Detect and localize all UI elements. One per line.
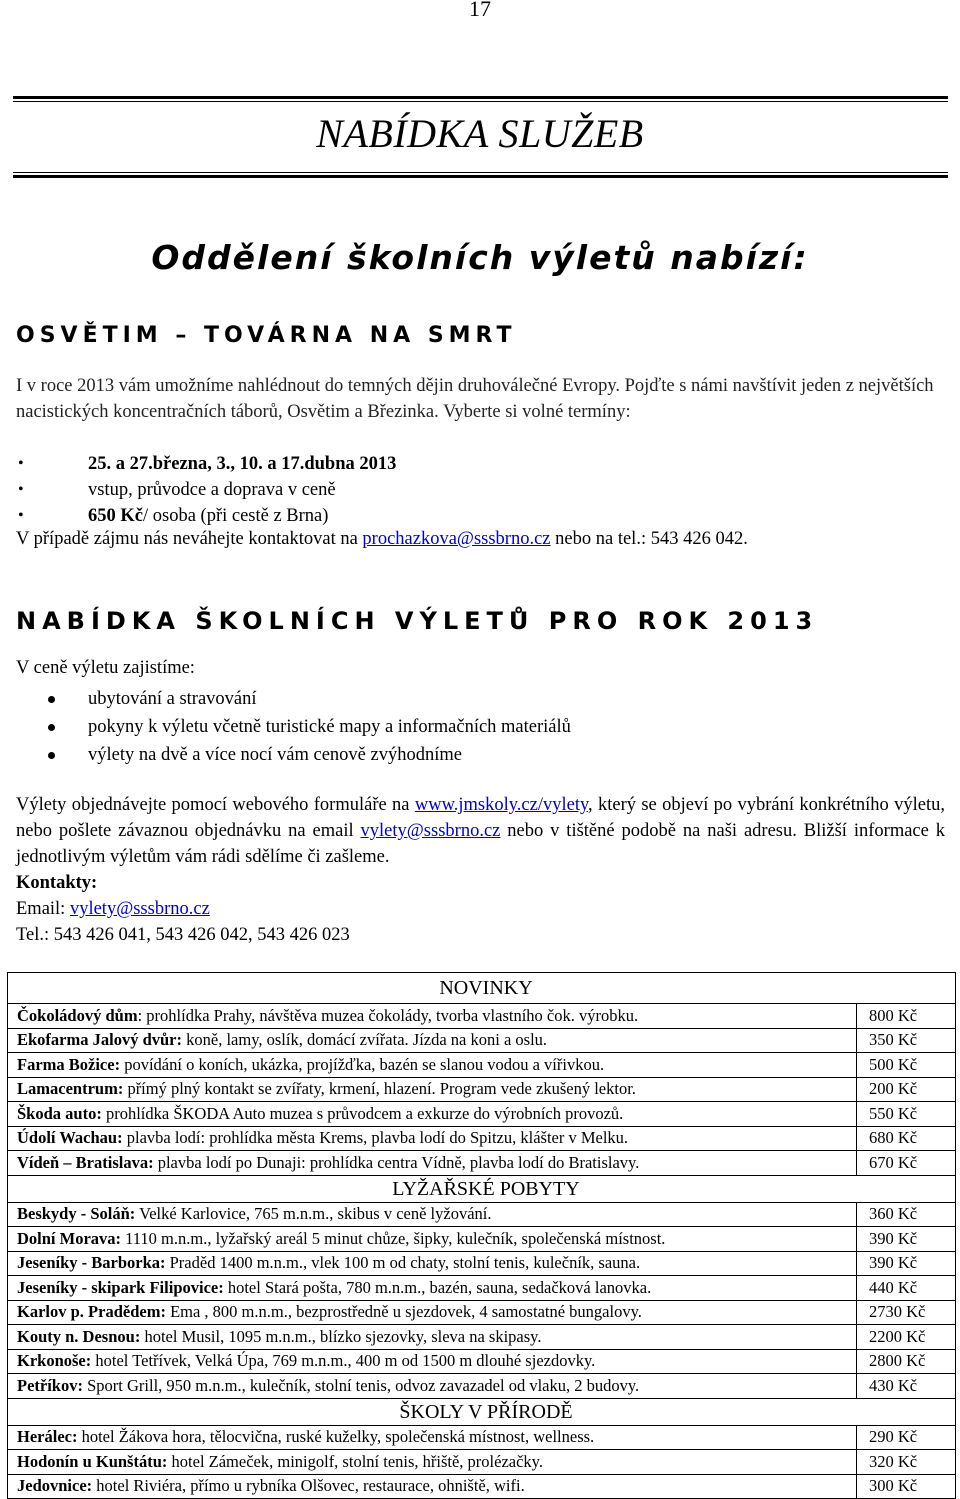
order-text: Výlety objednávejte pomocí webového formuláře na xyxy=(16,795,415,815)
offer-description: hotel Riviéra, přímo u rybníka Olšovec, restaurace, ohniště, wifi. xyxy=(92,1476,525,1496)
offer-description: přímý plný kontakt se zvířaty, krmení, hlazení. Program vede zkušený lektor. xyxy=(123,1079,636,1099)
offer-description-cell xyxy=(8,1349,857,1374)
offer-description-cell xyxy=(8,1374,857,1399)
table-row xyxy=(8,1004,956,1029)
offer-price: 290 Kč xyxy=(857,1425,956,1450)
offer-description-cell xyxy=(8,1474,857,1499)
order-paragraph xyxy=(16,792,945,870)
offer-description: Sport Grill, 950 m.n.m., kulečník, stolní tenis, odvoz zavazadel od vlaku, 2 budovy. xyxy=(82,1375,640,1395)
title-rule-bottom xyxy=(13,175,948,178)
offer-name: Ekofarma Jalový dvůr: xyxy=(17,1030,182,1050)
offer-price: 550 Kč xyxy=(857,1102,956,1127)
offer-name: Hodonín u Kunštátu: xyxy=(17,1451,168,1471)
offer-price: 440 Kč xyxy=(857,1276,956,1301)
table-section-title: NOVINKY xyxy=(8,973,956,1004)
table-row xyxy=(8,1300,956,1325)
offer-name: Údolí Wachau: xyxy=(17,1128,123,1148)
offer-description-cell xyxy=(8,1450,857,1475)
offer-price: 390 Kč xyxy=(857,1251,956,1276)
table-row xyxy=(8,1325,956,1350)
offer-description-cell xyxy=(8,1102,857,1127)
main-title: NABÍDKA SLUŽEB xyxy=(316,111,644,156)
offer-description-cell xyxy=(8,1151,857,1176)
osvetim-list xyxy=(16,451,396,529)
table-section-title: ŠKOLY V PŘÍRODĚ xyxy=(8,1398,956,1425)
offer-description-cell xyxy=(8,1077,857,1102)
school-trips-list xyxy=(48,685,571,769)
email-line xyxy=(16,896,350,922)
offer-name: Kouty n. Desnou: xyxy=(17,1326,141,1346)
offer-name: Jedovnice: xyxy=(17,1476,93,1496)
offer-name: Krkonoše: xyxy=(17,1351,92,1371)
table-row xyxy=(8,1102,956,1127)
offer-description: prohlídka ŠKODA Auto muzea s průvodcem a exkurze do výrobních provozů. xyxy=(101,1103,624,1123)
table-row xyxy=(8,1202,956,1227)
table-row xyxy=(8,1077,956,1102)
offer-description: Ema , 800 m.n.m., bezprostředně u sjezdovek, 4 samostatné bungalovy. xyxy=(165,1302,642,1322)
list-item xyxy=(16,503,396,529)
offer-description: plavba lodí: prohlídka města Krems, plavba lodí do Spitzu, klášter v Melku. xyxy=(122,1128,629,1148)
table-row xyxy=(8,1251,956,1276)
table-row xyxy=(8,1053,956,1078)
table-section-title: LYŽAŘSKÉ POBYTY xyxy=(8,1175,956,1202)
order-text: nebo v tištěné podobě na naši adresu. Bližší informace k jednotlivým výletům vám rádi sdělíme či zašleme. xyxy=(16,821,945,867)
offer-name: Vídeň – Bratislava: xyxy=(17,1152,154,1172)
offers-table xyxy=(7,972,956,1499)
table-section-row xyxy=(8,1398,956,1425)
table-row xyxy=(8,1028,956,1053)
offer-price: 2200 Kč xyxy=(857,1325,956,1350)
offer-description: hotel Stará pošta, 780 m.n.m., bazén, sauna, sedačková lanovka. xyxy=(223,1277,652,1297)
title-rule-top xyxy=(13,96,948,99)
table-row xyxy=(8,1425,956,1450)
list-item-bold: 650 Kč xyxy=(88,506,143,526)
offer-price: 200 Kč xyxy=(857,1077,956,1102)
tel-line: Tel.: 543 426 041, 543 426 042, 543 426 023 xyxy=(16,925,350,945)
table-row xyxy=(8,1126,956,1151)
email-label: Email: xyxy=(16,899,70,919)
table-section-row xyxy=(8,973,956,1004)
contacts-block xyxy=(16,870,350,948)
offer-price: 350 Kč xyxy=(857,1028,956,1053)
offer-description: hotel Tetřívek, Velká Úpa, 769 m.n.m., 400 m od 1500 m dlouhé sjezdovky. xyxy=(91,1351,596,1371)
offer-description: povídání o koních, ukázka, projížďka, bazén se slanou vodou a vířivkou. xyxy=(120,1054,605,1074)
osvetim-contact xyxy=(16,529,748,550)
offer-name: Jeseníky - Barborka: xyxy=(17,1253,166,1273)
table-section-row xyxy=(8,1175,956,1202)
offer-price: 360 Kč xyxy=(857,1202,956,1227)
offer-description-cell xyxy=(8,1202,857,1227)
offer-price: 2800 Kč xyxy=(857,1349,956,1374)
table-row xyxy=(8,1450,956,1475)
list-item: ubytování a stravování xyxy=(48,685,571,713)
page-number: 17 xyxy=(469,0,491,21)
table-row xyxy=(8,1374,956,1399)
offer-name: Farma Božice: xyxy=(17,1054,121,1074)
title-rule-top-thin xyxy=(13,101,948,102)
school-trips-intro: V ceně výletu zajistíme: xyxy=(16,658,195,678)
offer-description-cell xyxy=(8,1251,857,1276)
offer-price: 670 Kč xyxy=(857,1151,956,1176)
offer-description: Praděd 1400 m.n.m., vlek 100 m od chaty, stolní tenis, kulečník, sauna. xyxy=(165,1253,641,1273)
osvetim-heading: OSVĚTIM – TOVÁRNA NA SMRT xyxy=(16,323,517,348)
offer-name: Beskydy - Soláň: xyxy=(17,1204,136,1224)
offer-price: 300 Kč xyxy=(857,1474,956,1499)
offer-description-cell xyxy=(8,1053,857,1078)
table-row xyxy=(8,1151,956,1176)
offer-name: Lamacentrum: xyxy=(17,1079,124,1099)
title-rule-bottom-thin xyxy=(13,172,948,173)
offer-name: Čokoládový dům xyxy=(17,1005,138,1025)
offer-name: Herálec: xyxy=(17,1427,78,1447)
table-row xyxy=(8,1349,956,1374)
offer-description-cell xyxy=(8,1276,857,1301)
offer-price: 680 Kč xyxy=(857,1126,956,1151)
offer-price: 390 Kč xyxy=(857,1227,956,1252)
list-item-bold: 25. a 27.března, 3., 10. a 17.dubna 2013 xyxy=(88,454,397,474)
order-email-link[interactable]: vylety@sssbrno.cz xyxy=(360,821,501,841)
offer-name: Škoda auto: xyxy=(17,1103,102,1123)
offer-price: 500 Kč xyxy=(857,1053,956,1078)
offers-table-body xyxy=(8,973,956,1499)
contact-suffix: nebo na tel.: 543 426 042. xyxy=(550,529,748,549)
offer-description: Velké Karlovice, 765 m.n.m., skibus v ceně lyžování. xyxy=(135,1204,492,1224)
offer-description-cell xyxy=(8,1325,857,1350)
list-item: pokyny k výletu včetně turistické mapy a informačních materiálů xyxy=(48,713,571,741)
offer-description-cell xyxy=(8,1126,857,1151)
offer-description: 1110 m.n.m., lyžařský areál 5 minut chůze, šipky, kulečník, společenská místnost. xyxy=(121,1228,666,1248)
offer-description: koně, lamy, oslík, domácí zvířata. Jízda na koni a oslu. xyxy=(182,1030,548,1050)
list-item xyxy=(16,451,396,477)
offer-description-cell xyxy=(8,1004,857,1029)
offer-description: plavba lodí po Dunaji: prohlídka centra Vídně, plavba lodí do Bratislavy. xyxy=(153,1152,640,1172)
offer-description-cell xyxy=(8,1425,857,1450)
school-trips-heading: NABÍDKA ŠKOLNÍCH VÝLETŮ PRO ROK 2013 xyxy=(16,607,819,635)
offer-description: hotel Zámeček, minigolf, stolní tenis, hřiště, prolézačky. xyxy=(167,1451,543,1471)
offer-name: Jeseníky - skipark Filipovice: xyxy=(17,1277,224,1297)
table-row xyxy=(8,1227,956,1252)
offer-name: Dolní Morava: xyxy=(17,1228,122,1248)
offer-price: 430 Kč xyxy=(857,1374,956,1399)
order-form-link[interactable]: www.jmskoly.cz/vylety xyxy=(414,795,589,815)
contact-prefix: V případě zájmu nás neváhejte kontaktovat na xyxy=(16,529,363,549)
offer-price: 320 Kč xyxy=(857,1450,956,1475)
list-item-text: vstup, průvodce a doprava v ceně xyxy=(88,480,336,500)
table-row xyxy=(8,1276,956,1301)
osvetim-paragraph: I v roce 2013 vám umožníme nahlédnout do temných dějin druhoválečné Evropy. Pojďte s námi navštívit jeden z největších nacistických koncentračních táborů, Osvětim a Březinka. Vyberte si volné termíny: xyxy=(16,376,934,422)
offer-description: : prohlídka Prahy, návštěva muzea čokolády, tvorba vlastního čok. výrobku. xyxy=(137,1005,639,1025)
offer-description-cell xyxy=(8,1227,857,1252)
contacts-email-link[interactable]: vylety@sssbrno.cz xyxy=(69,899,210,919)
contacts-label: Kontakty: xyxy=(16,873,98,893)
list-item: výlety na dvě a více nocí vám cenově zvýhodníme xyxy=(48,741,571,769)
department-title: Oddělení školních výletů nabízí: xyxy=(151,238,809,277)
offer-description: hotel Musil, 1095 m.n.m., blízko sjezovky, sleva na skipasy. xyxy=(140,1326,542,1346)
offer-price: 2730 Kč xyxy=(857,1300,956,1325)
list-item-text: / osoba (při cestě z Brna) xyxy=(142,506,329,526)
offer-description-cell xyxy=(8,1300,857,1325)
offer-name: Petříkov: xyxy=(17,1375,83,1395)
offer-description: hotel Žákova hora, tělocvična, ruské kuželky, společenská místnost, wellness. xyxy=(77,1427,595,1447)
table-row xyxy=(8,1474,956,1499)
offer-description-cell xyxy=(8,1028,857,1053)
order-text: , který se objeví po vybrání konkrétního výletu, nebo pošlete závaznou objednávku na email xyxy=(16,795,945,841)
offer-name: Karlov p. Pradědem: xyxy=(17,1302,166,1322)
contact-email-link[interactable]: prochazkova@sssbrno.cz xyxy=(362,529,551,549)
offer-price: 800 Kč xyxy=(857,1004,956,1029)
list-item xyxy=(16,477,396,503)
